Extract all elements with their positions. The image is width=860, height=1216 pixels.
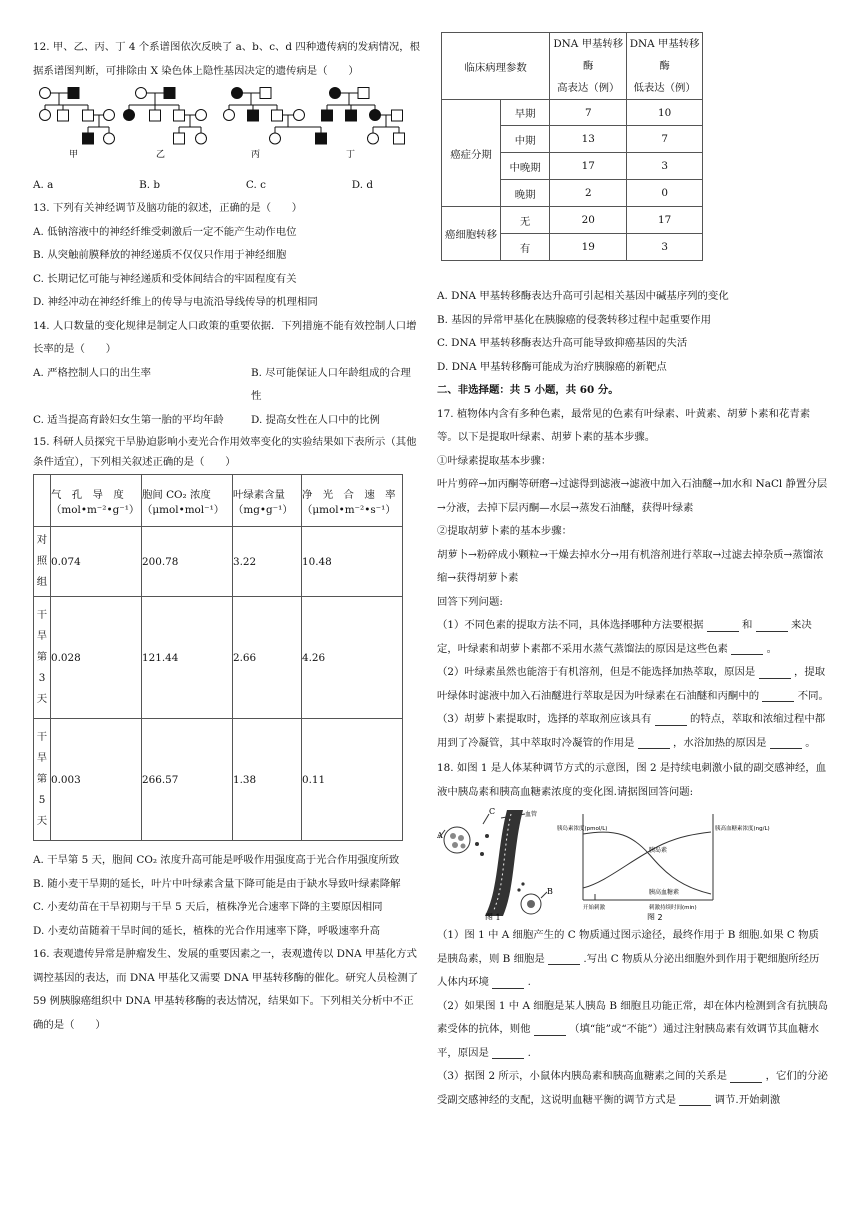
q14-option-b[interactable]: B. 尽可能保证人口年龄组成的合理性 xyxy=(251,366,411,402)
q12-options xyxy=(33,175,373,195)
fig2-ylabel-right: 胰高血糖素浓度(ng/L) xyxy=(715,826,770,832)
q15-option-d[interactable]: D. 小麦幼苗随着干旱时间的延长，植株的光合作用速率下降，呼吸速率升高 xyxy=(33,924,381,937)
q16-header-row xyxy=(442,33,703,100)
q17-intro: 17. 植物体内含有多种色素，最常见的色素有叶绿素、叶黄素、胡萝卜素和花青素等。以下是提取叶绿素、胡萝卜素的基本步骤。 xyxy=(437,407,811,443)
q12-option-d[interactable]: D. d xyxy=(351,179,373,191)
q16-option-b[interactable]: B. 基因的异常甲基化在胰腺癌的侵袭转移过程中起重要作用 xyxy=(437,313,712,326)
fig1-label-b: B xyxy=(547,887,553,896)
q16-option-c[interactable]: C. DNA 甲基转移酶表达升高可能导致抑癌基因的失活 xyxy=(437,337,688,349)
answer-blank[interactable] xyxy=(756,619,788,632)
pedigree-label-d: 丁 xyxy=(346,150,356,160)
table-row: 干 旱 第 5 天 0.003 266.57 1.38 0.11 xyxy=(34,719,403,841)
q15-stem: 15. 科研人员探究干旱胁迫影响小麦光合作用效率变化的实验结果如下表所示（其他条件适宜），下列相关叙述正确的是（ ） xyxy=(33,436,417,468)
section-heading: 二、非选择题：共 5 小题，共 60 分。 xyxy=(437,384,619,396)
q12-stem: 12. 甲、乙、丙、丁 4 个系谱图依次反映了 a、b、c、d 四种遗传病的发病情况，根据系谱图判断，可排除由 X 染色体上隐性基因决定的遗传病是（ ） xyxy=(33,41,421,77)
q17-part1: （1）不同色素的提取方法不同，具体选择哪种方法要根据 和 来决定，叶绿素和胡萝卜素都不采用水蒸气蒸馏法的原因是这些色素 。 xyxy=(437,619,812,655)
q12-pedigrees xyxy=(33,83,421,175)
q15-header-2: 胞间 CO₂ 浓度 （μmol•mol⁻¹） xyxy=(142,475,233,527)
fig2-start-label: 开始刺激 xyxy=(583,905,606,911)
q18-part2: （2）如果图 1 中 A 细胞是某人胰岛 B 细胞且功能正常，却在体内检测到含有抗胰岛素受体的抗体，则他 （填“能”或“不能”）通过注射胰岛素有效调节其血糖水平，原因是 . xyxy=(437,999,829,1059)
q16-option-a[interactable]: A. DNA 甲基转移酶表达升高可引起相关基因中碱基序列的变化 xyxy=(437,290,729,302)
answer-blank[interactable] xyxy=(730,1070,762,1083)
q14-option-d[interactable]: D. 提高女性在人口中的比例 xyxy=(251,413,380,426)
table-row: 癌细胞转移 无 20 17 xyxy=(442,207,703,234)
q15-header-4: 净 光 合 速 率 （μmol•m⁻²•s⁻¹） xyxy=(302,475,403,527)
pedigree-label-a: 甲 xyxy=(69,150,79,160)
pedigree-figure xyxy=(33,83,421,175)
pedigree-label-c: 丙 xyxy=(251,150,261,160)
q15-table xyxy=(33,474,403,841)
table-row: 癌症分期 早期 7 10 xyxy=(442,100,703,126)
table-row: 中期 13 7 xyxy=(442,126,703,153)
answer-blank[interactable] xyxy=(731,642,763,655)
q13-option-b[interactable]: B. 从突触前膜释放的神经递质不仅仅只作用于神经细胞 xyxy=(33,249,287,261)
answer-blank[interactable] xyxy=(638,736,670,749)
q17-step2: 胡萝卜→粉碎成小颗粒→干燥去掉水分→用有机溶剂进行萃取→过滤去掉杂质→蒸馏浓缩→获得胡萝卜素 xyxy=(437,548,824,584)
q18-figures xyxy=(437,808,829,924)
curve-insulin xyxy=(583,832,711,888)
fig2-glucagon-label: 胰高血糖素 xyxy=(649,889,680,896)
q12-option-a[interactable]: A. a xyxy=(33,179,54,191)
pedigree-d xyxy=(322,88,405,145)
answer-blank[interactable] xyxy=(492,976,524,989)
q16-option-d[interactable]: D. DNA 甲基转移酶可能成为治疗胰腺癌的新靶点 xyxy=(437,360,667,373)
pedigree-b xyxy=(124,88,207,145)
q18-figure-svg xyxy=(437,808,829,920)
q14-options-cd xyxy=(33,409,421,433)
q13-stem: 13. 下列有关神经调节及脑功能的叙述，正确的是（ ） xyxy=(33,202,303,214)
pedigree-label-b: 乙 xyxy=(156,150,166,160)
fig1-label-a: A xyxy=(437,831,443,840)
q16-table xyxy=(441,32,703,261)
q13-option-d[interactable]: D. 神经冲动在神经纤维上的传导与电流沿导线传导的机理相同 xyxy=(33,296,318,308)
table-row: 中晚期 17 3 xyxy=(442,153,703,180)
curve-glucagon xyxy=(583,832,711,894)
fig2-caption: 图 2 xyxy=(647,913,663,920)
q13-option-a[interactable]: A. 低钠溶液中的神经纤维受刺激后一定不能产生动作电位 xyxy=(33,225,297,238)
answer-blank[interactable] xyxy=(770,736,802,749)
q18-part1: （1）图 1 中 A 细胞产生的 C 物质通过图示途径，最终作用于 B 细胞.如果 C 物质是胰岛素，则 B 细胞是 .写出 C 物质从分泌出细胞外到作用于靶细胞所经历人体内环境 . xyxy=(437,929,820,988)
answer-blank[interactable] xyxy=(548,952,580,965)
answer-blank[interactable] xyxy=(534,1023,566,1036)
fig1-label-c: C xyxy=(489,808,496,816)
right-column xyxy=(437,0,829,1112)
answer-blank[interactable] xyxy=(759,666,791,679)
q18-stem: 18. 如图 1 是人体某种调节方式的示意图，图 2 是持续电刺激小鼠的副交感神经，血液中胰岛素和胰高血糖素浓度的变化图.请据图回答问题: xyxy=(437,762,827,798)
fig1-caption: 图 1 xyxy=(485,913,501,920)
figure-1-diagram xyxy=(437,808,553,920)
table-row: 有 19 3 xyxy=(442,234,703,261)
answer-blank[interactable] xyxy=(492,1046,524,1059)
q17-part3: （3）胡萝卜素提取时，选择的萃取剂应该具有 的特点，萃取和浓缩过程中都用到了冷凝管，其中萃取时冷凝管的作用是 ，水浴加热的原因是 。 xyxy=(437,713,826,749)
q15-header-row xyxy=(34,475,403,527)
q12-option-b[interactable]: B. b xyxy=(139,179,161,191)
table-row: 干 旱 第 3 天 0.028 121.44 2.66 4.26 xyxy=(34,597,403,719)
q15-option-b[interactable]: B. 随小麦干旱期的延长，叶片中叶绿素含量下降可能是由于缺水导致叶绿素降解 xyxy=(33,877,401,890)
table-row: 晚期 2 0 xyxy=(442,180,703,207)
answer-blank[interactable] xyxy=(707,619,739,632)
q14-options-ab xyxy=(33,362,421,409)
q17-step1: 叶片剪碎→加丙酮等研磨→过滤得到滤液→滤液中加入石油醚→加水和 NaCl 静置分层→分液，去掉下层丙酮—水层→蒸发石油醚，获得叶绿素 xyxy=(437,478,828,514)
fig1-label-vessel: 血管 xyxy=(525,811,538,818)
fig2-insulin-label: 胰岛素 xyxy=(649,847,668,854)
q12-option-c[interactable]: C. c xyxy=(245,179,266,191)
q14-option-a[interactable]: A. 严格控制人口的出生率 xyxy=(33,366,152,379)
q17-part2: （2）叶绿素虽然也能溶于有机溶剂，但是不能选择加热萃取，原因是 ，提取叶绿体时滤液中加入石油醚进行萃取是因为叶绿素在石油醚和丙酮中的 不同。 xyxy=(437,666,829,702)
q17-step1-title: ①叶绿素提取基本步骤： xyxy=(437,454,552,467)
q15-header-1: 气 孔 导 度 （mol•m⁻²•g⁻¹） xyxy=(51,475,142,527)
q15-option-a[interactable]: A. 干旱第 5 天，胞间 CO₂ 浓度升高可能是呼吸作用强度高于光合作用强度所致 xyxy=(33,854,400,866)
q14-option-c[interactable]: C. 适当提高育龄妇女生第一胎的平均年龄 xyxy=(33,413,224,426)
table-row: 对 照 组 0.074 200.78 3.22 10.48 xyxy=(34,527,403,597)
answer-blank[interactable] xyxy=(679,1093,711,1106)
q16-header-2: DNA 甲基转移酶 低表达（例） xyxy=(627,33,703,100)
q15-header-3: 叶绿素含量 （mg•g⁻¹） xyxy=(233,475,302,527)
figure-2-chart xyxy=(557,814,770,920)
pedigree-c xyxy=(224,88,327,145)
q17-step2-title: ②提取胡萝卜素的基本步骤： xyxy=(437,525,573,537)
answer-blank[interactable] xyxy=(655,713,687,726)
q14-stem: 14. 人口数量的变化规律是制定人口政策的重要依据．下列措施不能有效控制人口增长率的是（ ） xyxy=(33,319,417,355)
q13-option-c[interactable]: C. 长期记忆可能与神经递质和受体间结合的牢固程度有关 xyxy=(33,272,297,285)
q16-header-1: DNA 甲基转移酶 高表达（例） xyxy=(550,33,627,100)
pedigree-a xyxy=(40,88,115,145)
fig2-ylabel: 胰岛素浓度(pmol/L) xyxy=(557,826,608,832)
q16-stem: 16. 表观遗传异常是肿瘤发生、发展的重要因素之一，表观遗传以 DNA 甲基化方式调控基因的表达，而 DNA 甲基化又需要 DNA 甲基转移酶的催化。研究人员检测了 59 例胰腺癌组织中 DNA 甲基转移酶的表达情况，结果如下。下列相关分析中不正确的是（ ） xyxy=(33,948,419,1031)
fig2-xlabel: 刺激持续时间(min) xyxy=(649,905,697,911)
answer-blank[interactable] xyxy=(762,689,794,702)
left-column xyxy=(33,0,421,1037)
q16-header-0: 临床病理参数 xyxy=(442,33,550,100)
q17-answer-prompt: 回答下列问题: xyxy=(437,595,503,608)
q18-part3: （3）据图 2 所示，小鼠体内胰岛素和胰高血糖素之间的关系是 ，它们的分泌受副交感神经的支配，这说明血糖平衡的调节方式是 调节.开始刺激 xyxy=(437,1070,828,1106)
q15-option-c[interactable]: C. 小麦幼苗在干旱初期与干旱 5 天后，植株净光合速率下降的主要原因相同 xyxy=(33,901,383,913)
